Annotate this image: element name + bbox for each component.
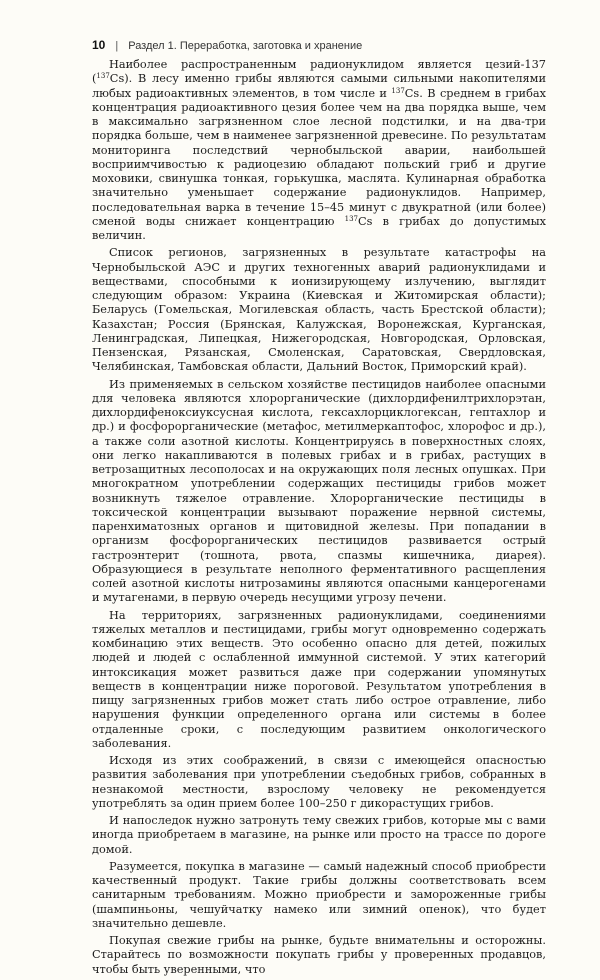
paragraph-market: Покупая свежие грибы на рынке, будьте внимательны и осторожны. Старайтесь по возможности покупать грибы у проверенных продавцов, чтобы быть уверенными, что <box>92 934 546 976</box>
paragraph-recommendation: Исходя из этих соображений, в связи с имеющейся опасностью развития заболевания при употреблении съедобных грибов, собранных в незнакомой местности, взрослому человеку не рекомендуется употреблять за один прием более 100–250 г дикорастущих грибов. <box>92 754 546 810</box>
page-number: 10 <box>92 38 106 52</box>
isotope-superscript: 137 <box>96 72 110 81</box>
isotope-superscript: 137 <box>391 86 405 95</box>
paragraph-store: Разумеется, покупка в магазине — самый надежный способ приобрести качественный продукт. Такие грибы должны соответствовать всем санитарным требованиям. Можно приобрести и замороженные грибы (шампиньоны, чешуйчатку намеко или зимний опенок), что будет значительно дешевле. <box>92 859 546 930</box>
section-title: Раздел 1. Переработка, заготовка и хранение <box>128 40 363 52</box>
text-run: Cs). В лесу именно грибы являются самыми сильными накопителями любых радиоактивных элементов, в том числе и <box>92 72 546 100</box>
header-separator: | <box>115 40 119 52</box>
running-header <box>92 38 546 52</box>
paragraph-pesticides: Из применяемых в сельском хозяйстве пестицидов наиболее опасными для человека являются хлорорганические (дихлордифенилтрихлорэтан, дихлордифеноксиуксусная кислота, гексахлорциклогексан, гептахлор и др.) и фосфорорганические (метафос, метилмеркаптофос, хлорофос и др.), а также соли азотной кислоты. Концентрируясь в поверхностных слоях, они легко накапливаются в полевых грибах и в грибах, растущих в ветрозащитных лесополосах и на окружающих поля лесных опушках. При многократном употреблении содержащих пестициды грибов может возникнуть тяжелое отравление. Хлорорганические пестициды в токсической концентрации вызывают поражение нервной системы, паренхиматозных органов и щитовидной железы. При попадании в организм фосфорорганических пестицидов развивается острый гастроэнтерит (тошнота, рвота, спазмы кишечника, диарея). Образующиеся в результате неполного ферментативного расщепления солей азотной кислоты нитрозамины являются опасными канцерогенами и мутагенами, в первую очередь несущими угрозу печени. <box>92 377 546 605</box>
paragraph-combination: На территориях, загрязненных радионуклидами, соединениями тяжелых металлов и пестицидами, грибы могут одновременно содержать комбинацию этих веществ. Это особенно опасно для детей, пожилых людей и людей с ослабленной иммунной системой. У этих категорий интоксикация может развиться даже при содержании упомянутых веществ в концентрации ниже пороговой. Результатом употребления в пищу загрязненных грибов может стать либо острое отравление, либо нарушения функции определенного органа или системы в более отдаленные сроки, с последующим развитием онкологического заболевания. <box>92 608 546 750</box>
text-run: Cs. В среднем в грибах концентрация радиоактивного цезия более чем на два порядка выше, чем в максимально загрязненном слое лесной подстилки, и на два-три порядка больше, чем в наименее загрязненной древесине. По результатам мониторинга последствий чернобыльской аварии, наибольшей восприимчивостью к радиоцезию обладают польский гриб и другие моховики, свинушка тонкая, горькушка, маслята. Кулинарная обработка значительно уменьшает содержание радионуклидов. Например, последовательная варка в течение 15–45 минут с двукратной (или более) сменой воды снижает концентрацию <box>92 86 546 228</box>
paragraph-fresh-mushrooms: И напоследок нужно затронуть тему свежих грибов, которые мы с вами иногда приобретаем в магазине, на рынке или просто на трассе по дороге домой. <box>92 814 546 856</box>
paragraph-cesium <box>92 58 546 243</box>
body-text <box>92 58 546 980</box>
text-run: Наиболее распространенным радионуклидом является цезий-137 ( <box>92 58 546 86</box>
isotope-superscript: 137 <box>344 214 358 223</box>
text-run: Cs в грибах до допустимых величин. <box>92 214 546 242</box>
paragraph-regions: Список регионов, загрязненных в результате катастрофы на Чернобыльской АЭС и других техногенных аварий радионуклидами и веществами, способными к ионизирующему излучению, выглядит следующим образом: Украина (Киевская и Житомирская области); Беларусь (Гомельская, Могилевская область, часть Брестской области); Казахстан; Россия (Брянская, Калужская, Воронежская, Курганская, Ленинградская, Липецкая, Нижегородская, Новгородская, Орловская, Пензенская, Рязанская, Смоленская, Саратовская, Свердловская, Челябинская, Тамбовская области, Дальний Восток, Приморский край). <box>92 246 546 374</box>
